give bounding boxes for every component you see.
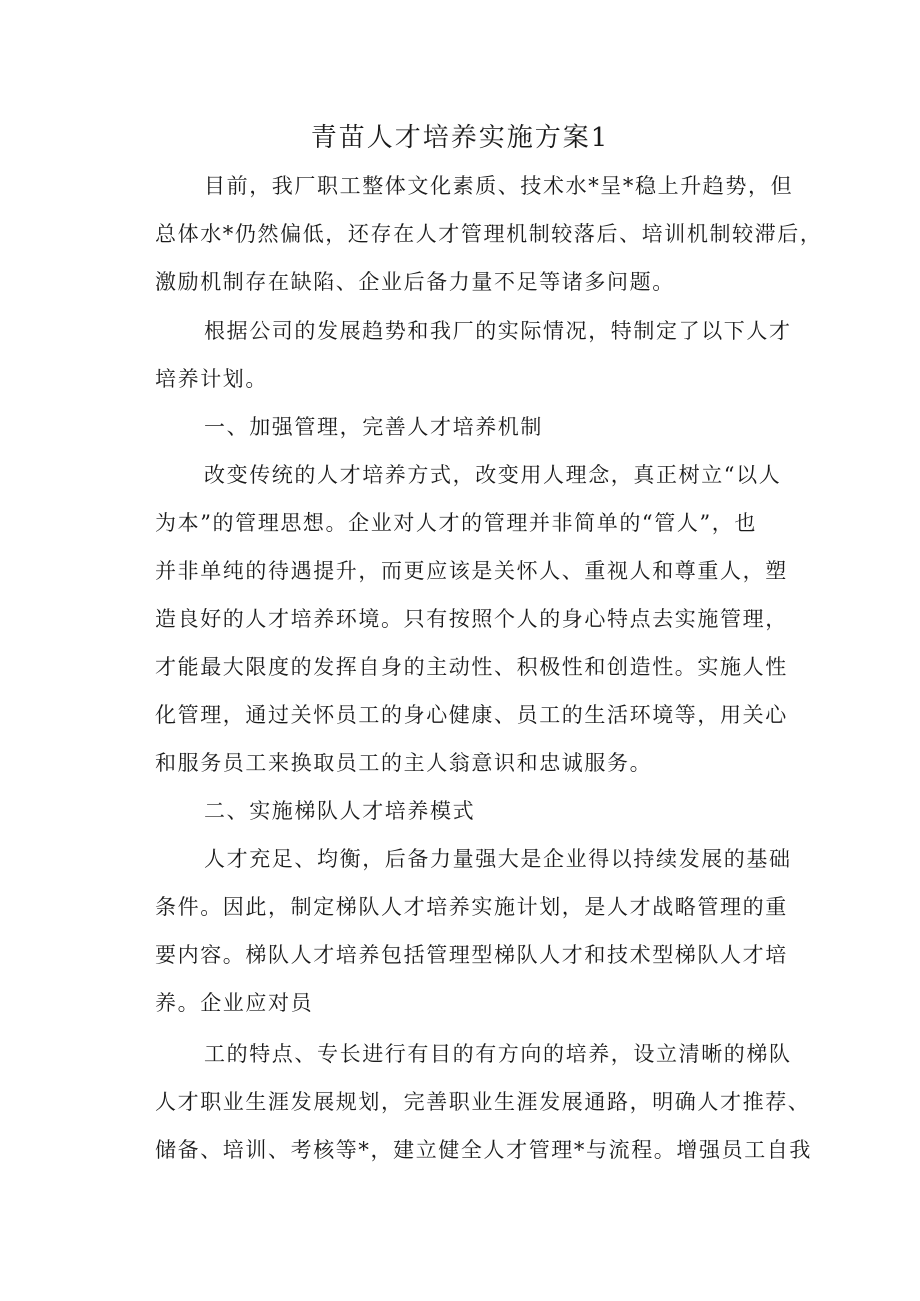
body-line: 造良好的人才培养环境。只有按照个人的身心特点去实施管理，: [155, 607, 788, 631]
body-line: 储备、培训、考核等*，建立健全人才管理*与流程。增强员工自我: [155, 1138, 812, 1162]
body-line: 激励机制存在缺陷、企业后备力量不足等诸多问题。: [155, 270, 675, 294]
document-title: 青苗人才培养实施方案1: [310, 123, 610, 153]
body-line: 为本”的管理思想。企业对人才的管理并非简单的“管人”，也: [155, 511, 758, 535]
body-line: 改变传统的人才培养方式，改变用人理念，真正树立“以人: [204, 463, 782, 487]
body-line: 总体水*仍然偏低，还存在人才管理机制较落后、培训机制较滞后，: [155, 222, 823, 246]
body-line: 培养计划。: [155, 367, 268, 391]
body-line: 才能最大限度的发挥自身的主动性、积极性和创造性。实施人性: [155, 655, 788, 679]
section-heading: 一、加强管理，完善人才培养机制: [204, 415, 543, 439]
body-line: 人才职业生涯发展规划，完善职业生涯发展通路，明确人才推荐、: [155, 1090, 811, 1114]
body-line: 养。企业应对员: [155, 991, 314, 1015]
body-line: 条件。因此，制定梯队人才培养实施计划，是人才战略管理的重: [155, 895, 788, 919]
body-line: 根据公司的发展趋势和我厂的实际情况，特制定了以下人才: [204, 319, 792, 343]
section-heading: 二、实施梯队人才培养模式: [204, 799, 476, 823]
body-line: 目前，我厂职工整体文化素质、技术水*呈*稳上升趋势，但: [204, 174, 794, 198]
body-line: 工的特点、专长进行有目的有方向的培养，设立清晰的梯队: [204, 1042, 792, 1066]
body-line: 和服务员工来换取员工的主人翁意识和忠诚服务。: [155, 751, 653, 775]
body-line: 化管理，通过关怀员工的身心健康、员工的生活环境等，用关心: [155, 703, 788, 727]
body-line: 并非单纯的待遇提升，而更应该是关怀人、重视人和尊重人，塑: [155, 559, 788, 583]
body-line: 人才充足、均衡，后备力量强大是企业得以持续发展的基础: [204, 847, 792, 871]
body-line: 要内容。梯队人才培养包括管理型梯队人才和技术型梯队人才培: [155, 943, 788, 967]
